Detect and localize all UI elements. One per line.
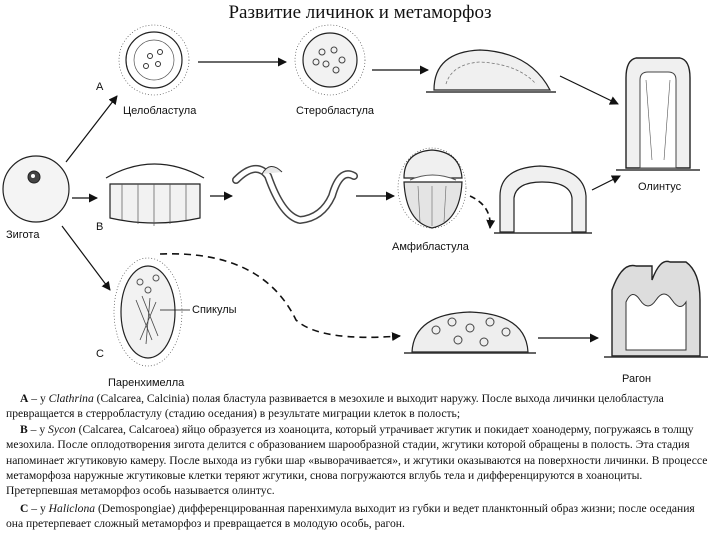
coeloblastula-figure	[119, 25, 189, 95]
settled-stage-c-figure	[404, 312, 536, 353]
settled-stage-b-figure	[494, 166, 592, 233]
inversion-stage-figure	[236, 166, 354, 220]
rhagon-label: Рагон	[622, 373, 652, 385]
settled-stage-a-figure	[426, 50, 556, 92]
zygote-label: Зигота	[6, 229, 40, 241]
zygote-figure	[3, 156, 69, 222]
spicules-label: Спикулы	[192, 304, 237, 316]
coeloblastula-label: Целобластула	[123, 105, 197, 117]
flagellated-chamber-figure	[106, 164, 204, 226]
row-c-label: С	[96, 348, 104, 360]
page-title: Развитие личинок и метаморфоз	[228, 2, 492, 23]
olynthus-figure	[616, 58, 700, 170]
row-b-label: В	[96, 221, 104, 233]
arrow-to-coeloblastula	[66, 96, 117, 162]
amphiblastula-figure	[398, 148, 466, 228]
parenchymella-label: Паренхимелла	[108, 377, 185, 389]
stereoblastula-figure	[295, 25, 365, 95]
amphiblastula-label: Амфибластула	[392, 241, 469, 253]
caption-c: С – у Haliclona (Demospongiae) дифференцированная паренхимула выходит из губки и ведет планктонный образ жизни; после оседания она претерпевает сложный метаморфоз и превращается в молодую особь, рагон.	[6, 502, 695, 531]
arrow-b-to-olynthus	[592, 176, 620, 190]
caption-a: А – у Clathrina (Calcarea, Calcinia) полая бластула развивается в мезохиле и выходит наружу. После выхода личинки целобластула превращается в стерробластулу (стадию оседания) в результате миграции клеток в полость;	[6, 392, 664, 421]
rhagon-figure	[604, 261, 708, 357]
arrow-a-to-olynthus	[560, 76, 618, 104]
stereoblastula-label: Стеробластула	[296, 105, 375, 117]
caption-b: В – у Sycon (Calcarea, Calcaroea) яйцо образуется из хоаноцита, который утрачивает жгутик и покидает хоанодерму, погружаясь в толщу мезохила. После оплодотворения зигота делится с образованием шарообразной стадии, жгутики которой обращены в полость. Эта стадия напоминает жгутиковую камеру. После выхода из губки шар «выворачивается», и жгутики оказываются на поверхности личинки. В процессе метаморфоза наружные жгутиковые клетки теряют жгутики, снова погружаются вглубь тела и дифференцируются в хоаноциты. Претерпевшая метаморфоз особь называется олинтус.	[6, 423, 708, 498]
arrow-to-parenchymella	[62, 226, 110, 290]
olynthus-label: Олинтус	[638, 181, 682, 193]
arrow-to-settled-b	[470, 196, 490, 228]
row-a-label: А	[96, 81, 104, 93]
arrow-to-settled-c	[160, 254, 400, 338]
parenchymella-figure	[114, 258, 182, 366]
